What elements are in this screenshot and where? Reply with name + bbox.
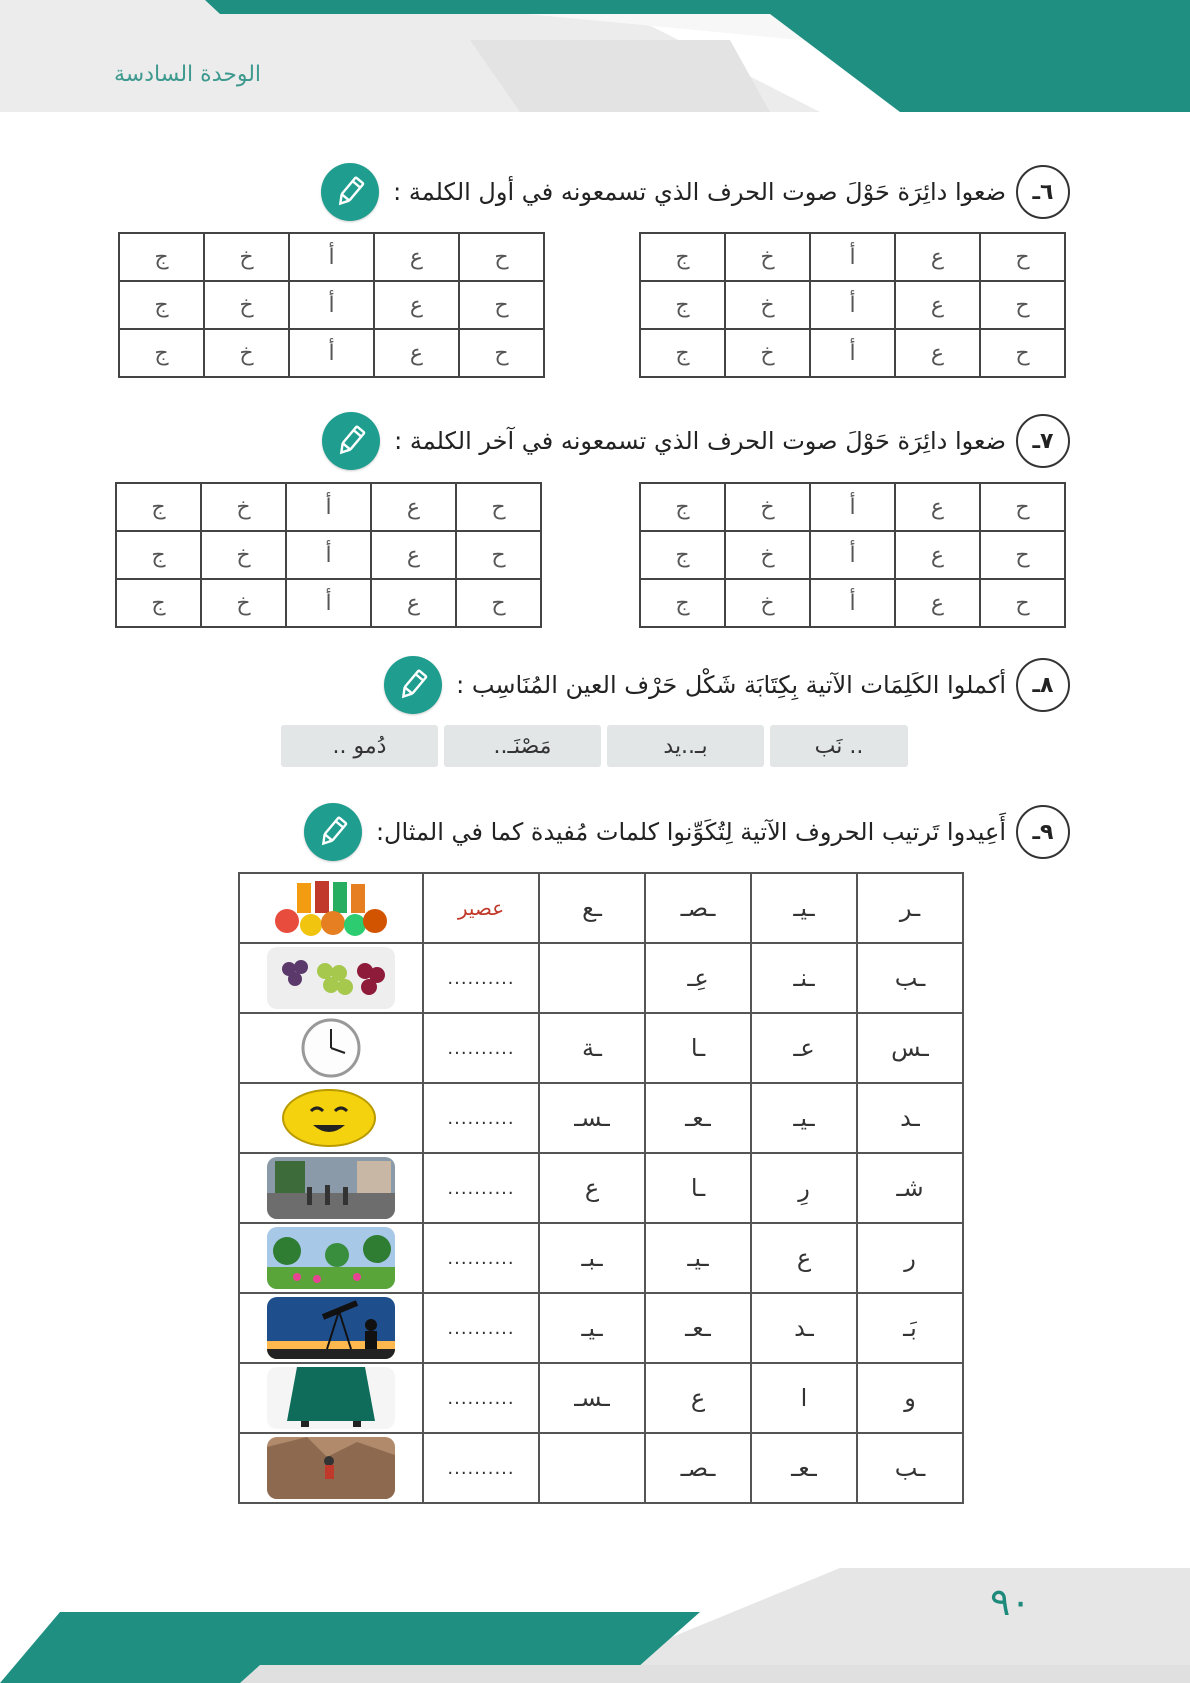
- letter-cell[interactable]: ح: [980, 483, 1065, 531]
- letter-cell[interactable]: ح: [459, 329, 544, 377]
- letter-cell[interactable]: أ: [810, 281, 895, 329]
- letter-cell: ـا: [645, 1153, 751, 1223]
- letter-cell[interactable]: ج: [640, 233, 725, 281]
- word-blank-3[interactable]: مَصْنَـ..: [444, 725, 601, 767]
- letter-cell[interactable]: ع: [374, 281, 459, 329]
- letter-cell: [539, 1433, 645, 1503]
- grid-row: [119, 329, 544, 377]
- letter-cell[interactable]: خ: [204, 233, 289, 281]
- table-row: [239, 1153, 963, 1223]
- letter-cell: ـيـ: [539, 1293, 645, 1363]
- letter-cell: ر: [857, 1223, 963, 1293]
- letter-cell[interactable]: أ: [289, 329, 374, 377]
- fruit-juice-image: [239, 873, 423, 943]
- letter-cell[interactable]: أ: [810, 531, 895, 579]
- letter-cell: ـيـ: [645, 1223, 751, 1293]
- letter-cell[interactable]: ج: [119, 281, 204, 329]
- letter-cell: ـب: [857, 1433, 963, 1503]
- letter-cell: ـبـ: [539, 1223, 645, 1293]
- letter-cell[interactable]: أ: [289, 233, 374, 281]
- answer-text: ..........: [447, 1247, 515, 1269]
- answer-text: ..........: [447, 1107, 515, 1129]
- letter-cell[interactable]: ع: [371, 483, 456, 531]
- letter-cell[interactable]: أ: [286, 531, 371, 579]
- pencil-icon: [304, 803, 362, 861]
- letter-cell: ـعـ: [645, 1083, 751, 1153]
- letter-cell[interactable]: خ: [201, 579, 286, 627]
- letter-cell[interactable]: ع: [371, 579, 456, 627]
- grid-row: [640, 281, 1065, 329]
- letter-cell: عـ: [751, 1013, 857, 1083]
- letter-cell[interactable]: ج: [640, 281, 725, 329]
- letter-cell[interactable]: ح: [980, 281, 1065, 329]
- answer-cell[interactable]: [423, 1083, 539, 1153]
- letter-cell[interactable]: أ: [810, 233, 895, 281]
- letter-cell[interactable]: أ: [810, 483, 895, 531]
- answer-text: ..........: [447, 1317, 515, 1339]
- letter-cell: ـسـ: [539, 1083, 645, 1153]
- smiley-face-image: [239, 1083, 423, 1153]
- exercise-instruction: ضعوا دائِرَة حَوْلَ صوت الحرف الذي تسمعونه في أول الكلمة :: [393, 178, 1006, 206]
- word-blank-1[interactable]: .. نَب: [770, 725, 908, 767]
- answer-cell[interactable]: [423, 873, 539, 943]
- letter-cell: ـسـ: [539, 1363, 645, 1433]
- letter-cell: ـنـ: [751, 943, 857, 1013]
- word-blank-2[interactable]: بـ..يد: [607, 725, 764, 767]
- letter-cell: [539, 943, 645, 1013]
- answer-cell[interactable]: [423, 1433, 539, 1503]
- grid-row: [116, 531, 541, 579]
- letter-cell[interactable]: ج: [640, 329, 725, 377]
- letter-cell[interactable]: ح: [459, 281, 544, 329]
- exercise-instruction: أكملوا الكَلِمَات الآتية بِكِتَابَة شَكْل حَرْف العين المُنَاسِب :: [456, 671, 1006, 699]
- letter-cell: ا: [751, 1363, 857, 1433]
- letter-cell: ع: [539, 1153, 645, 1223]
- letter-cell: ـيـ: [751, 1083, 857, 1153]
- green-skirt-image: [239, 1363, 423, 1433]
- letter-cell[interactable]: ج: [119, 329, 204, 377]
- letter-cell[interactable]: ع: [371, 531, 456, 579]
- table-row: [239, 943, 963, 1013]
- letter-cell[interactable]: ح: [980, 531, 1065, 579]
- letter-cell[interactable]: خ: [725, 281, 810, 329]
- letter-cell: ـد: [751, 1293, 857, 1363]
- table-row: [239, 1013, 963, 1083]
- exercise-number: ٨ـ: [1016, 658, 1070, 712]
- letter-cell: شـ: [857, 1153, 963, 1223]
- letter-cell[interactable]: أ: [286, 579, 371, 627]
- letter-cell[interactable]: خ: [725, 483, 810, 531]
- letter-cell: ـب: [857, 943, 963, 1013]
- letter-cell[interactable]: ح: [456, 579, 541, 627]
- table-row: [239, 1293, 963, 1363]
- letter-cell[interactable]: ع: [895, 483, 980, 531]
- letter-grid-7-right: [639, 482, 1066, 628]
- grid-row: [640, 579, 1065, 627]
- letter-cell: ـا: [645, 1013, 751, 1083]
- letter-cell[interactable]: ع: [374, 329, 459, 377]
- letter-cell[interactable]: ع: [374, 233, 459, 281]
- letter-cell: ـس: [857, 1013, 963, 1083]
- letter-cell: ـعـ: [645, 1293, 751, 1363]
- grapes-image: [239, 943, 423, 1013]
- letter-cell[interactable]: ج: [116, 483, 201, 531]
- letter-cell[interactable]: خ: [201, 531, 286, 579]
- answer-cell[interactable]: [423, 1293, 539, 1363]
- answer-text: عصير: [457, 896, 505, 920]
- street-image: [239, 1153, 423, 1223]
- letter-cell[interactable]: ع: [895, 233, 980, 281]
- grid-row: [116, 483, 541, 531]
- letter-cell[interactable]: خ: [725, 531, 810, 579]
- letter-cell[interactable]: خ: [725, 579, 810, 627]
- word-blank-4[interactable]: دُمو ..: [281, 725, 438, 767]
- letter-cell[interactable]: ح: [459, 233, 544, 281]
- letter-cell: ع: [751, 1223, 857, 1293]
- table-row: [239, 1363, 963, 1433]
- exercise-number: ٦ـ: [1016, 165, 1070, 219]
- letter-cell[interactable]: أ: [289, 281, 374, 329]
- exercise-number: ٩ـ: [1016, 805, 1070, 859]
- grid-row: [640, 329, 1065, 377]
- letter-cell[interactable]: ج: [116, 531, 201, 579]
- letter-cell: ـر: [857, 873, 963, 943]
- unit-title: الوحدة السادسة: [114, 62, 262, 87]
- grid-row: [640, 531, 1065, 579]
- letter-cell[interactable]: ع: [895, 531, 980, 579]
- letter-cell[interactable]: ح: [980, 233, 1065, 281]
- letter-cell: رِ: [751, 1153, 857, 1223]
- grid-row: [119, 281, 544, 329]
- answer-cell[interactable]: [423, 1013, 539, 1083]
- exercise-8-header: [384, 656, 1070, 714]
- grid-row: [119, 233, 544, 281]
- answer-text: ..........: [447, 1037, 515, 1059]
- letter-cell[interactable]: ج: [640, 483, 725, 531]
- clock-image: [239, 1013, 423, 1083]
- letter-cell: ع: [645, 1363, 751, 1433]
- exercise-6-header: [321, 163, 1070, 221]
- table-row: [239, 1433, 963, 1503]
- letter-cell[interactable]: خ: [725, 233, 810, 281]
- letter-cell[interactable]: ج: [640, 579, 725, 627]
- letter-cell: عِـ: [645, 943, 751, 1013]
- letter-cell[interactable]: ع: [895, 579, 980, 627]
- letter-cell: ـعـ: [751, 1433, 857, 1503]
- letter-cell[interactable]: أ: [810, 579, 895, 627]
- letter-grid-6-right: [639, 232, 1066, 378]
- rock-climbing-image: [239, 1433, 423, 1503]
- exercise-instruction: أَعِيدوا تَرتيب الحروف الآتية لِتُكَوِّنوا كلمات مُفيدة كما في المثال:: [375, 818, 1006, 846]
- letter-cell[interactable]: خ: [204, 281, 289, 329]
- table-row: [239, 1083, 963, 1153]
- rearrange-table: [238, 872, 964, 1504]
- letter-cell[interactable]: ج: [119, 233, 204, 281]
- letter-cell: بَـ: [857, 1293, 963, 1363]
- answer-cell[interactable]: [423, 1363, 539, 1433]
- answer-cell[interactable]: [423, 1223, 539, 1293]
- garden-image: [239, 1223, 423, 1293]
- answer-cell[interactable]: [423, 943, 539, 1013]
- table-row: [239, 873, 963, 943]
- table-row: [239, 1223, 963, 1293]
- letter-cell[interactable]: ع: [895, 281, 980, 329]
- letter-cell: ـع: [539, 873, 645, 943]
- exercise-number: ٧ـ: [1016, 414, 1070, 468]
- letter-grid-7-left: [115, 482, 542, 628]
- letter-cell[interactable]: ج: [640, 531, 725, 579]
- letter-cell[interactable]: ح: [980, 579, 1065, 627]
- letter-cell[interactable]: ح: [980, 329, 1065, 377]
- page-number: ٩٠: [990, 1580, 1031, 1624]
- grid-row: [640, 483, 1065, 531]
- letter-cell: ـصـ: [645, 873, 751, 943]
- grid-row: [640, 233, 1065, 281]
- letter-cell[interactable]: ح: [456, 531, 541, 579]
- grid-row: [116, 579, 541, 627]
- pencil-icon: [321, 163, 379, 221]
- exercise-7-header: [322, 412, 1070, 470]
- exercise-9-header: [304, 803, 1070, 861]
- letter-cell: و: [857, 1363, 963, 1433]
- pencil-icon: [384, 656, 442, 714]
- letter-cell[interactable]: ج: [116, 579, 201, 627]
- letter-cell[interactable]: خ: [204, 329, 289, 377]
- answer-text: ..........: [447, 967, 515, 989]
- letter-cell[interactable]: ع: [895, 329, 980, 377]
- pencil-icon: [322, 412, 380, 470]
- letter-cell[interactable]: أ: [286, 483, 371, 531]
- answer-text: ..........: [447, 1387, 515, 1409]
- letter-cell[interactable]: أ: [810, 329, 895, 377]
- answer-text: ..........: [447, 1177, 515, 1199]
- letter-cell[interactable]: خ: [725, 329, 810, 377]
- letter-cell: ـد: [857, 1083, 963, 1153]
- letter-cell: ـصـ: [645, 1433, 751, 1503]
- answer-text: ..........: [447, 1457, 515, 1479]
- answer-cell[interactable]: [423, 1153, 539, 1223]
- letter-cell: ـة: [539, 1013, 645, 1083]
- letter-cell[interactable]: خ: [201, 483, 286, 531]
- exercise-instruction: ضعوا دائِرَة حَوْلَ صوت الحرف الذي تسمعونه في آخر الكلمة :: [394, 427, 1006, 455]
- letter-cell: ـيـ: [751, 873, 857, 943]
- telescope-image: [239, 1293, 423, 1363]
- letter-cell[interactable]: ح: [456, 483, 541, 531]
- letter-grid-6-left: [118, 232, 545, 378]
